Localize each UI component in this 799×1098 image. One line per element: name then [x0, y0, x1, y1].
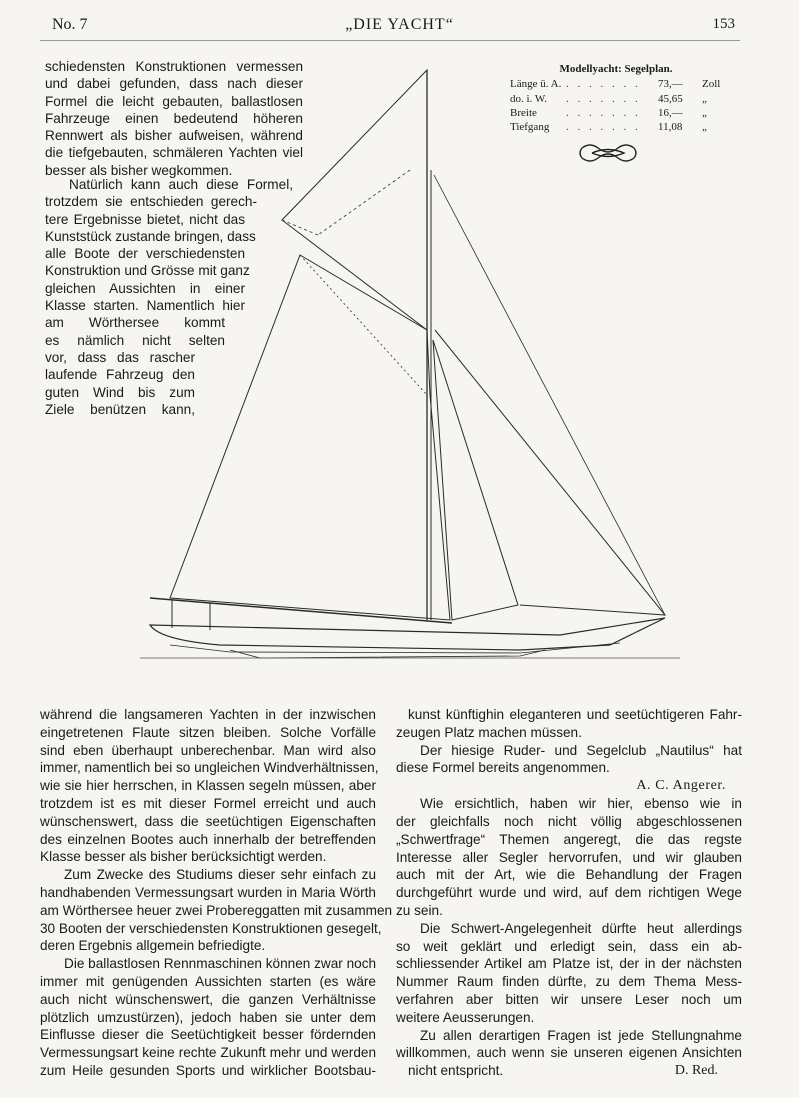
text-line: alle Boote der verschiedensten — [45, 246, 245, 262]
text-line: tere Ergebnisse bietet, nicht das — [45, 211, 245, 227]
text-line: während die langsameren Yachten in der inzwischen — [40, 707, 376, 722]
text-line: die tiefgebauten, schmäleren Yachten viel — [45, 145, 303, 161]
right-paragraph-1 — [396, 706, 742, 742]
editor-signature: D. Red. — [674, 1063, 718, 1079]
text-line: zu sein. — [396, 902, 443, 918]
spec-unit: „ — [702, 92, 707, 105]
spec-value: 73,— — [658, 78, 683, 91]
text-line: wie sie hier herrschen, in Klassen segeln müssen, aber — [40, 778, 376, 794]
spec-unit: Zoll — [702, 78, 721, 91]
text-line: besser als bisher wegkommen. — [45, 162, 233, 178]
left-column — [40, 706, 393, 1080]
text-line: immer mit genügenden Aussichten starten (es wäre — [40, 973, 376, 989]
closing-line — [396, 1062, 742, 1080]
right-paragraph-5 — [396, 1027, 742, 1063]
text-line: Klasse besser als bisher berücksichtigt werden. — [40, 849, 327, 865]
text-line: Die ballastlosen Rennmaschinen können zwar noch — [64, 956, 377, 972]
text-line: der gleichfalls noch nicht völlig abgeschlossenen — [396, 813, 742, 829]
spec-label: Länge ü. A. — [510, 78, 562, 91]
spec-title: Modellyacht: Segelplan. — [559, 63, 673, 75]
text-line: deren Ergebnis allgemein befriedigte. — [40, 938, 266, 954]
text-line: des einzelnen Bootes auch innerhalb der betreffenden — [40, 831, 376, 847]
text-line: durchgeführt wurde und wird, auf dem richtigen Wege — [396, 885, 742, 901]
text-line: wünschenswert, dass die seetüchtigen Eigenschaften — [40, 813, 376, 829]
text-line: Fahrzeuge einen bedeutend höheren — [45, 110, 303, 126]
text-line: Interesse aller Segler hervorrufen, und wir glauben — [396, 849, 742, 865]
header-rule — [40, 40, 740, 41]
text-line: am Wörthersee heuer zwei Probereggatten mit zusammen — [40, 902, 393, 918]
right-paragraph-3 — [396, 795, 742, 920]
text-line: und dabei gefunden, dass nach dieser — [45, 76, 303, 92]
text-line: „Schwertfrage“ Themen angeregt, die das regste — [396, 831, 742, 847]
text-line: kunst künftighin eleganteren und seetüchtigeren Fahr- — [408, 707, 742, 722]
text-line: am Wörthersee kommt — [45, 315, 225, 331]
text-line: sind eben überhaupt unberechenbar. Man wird also — [40, 742, 376, 758]
page-header — [0, 16, 799, 40]
text-line: auch mit der Art, wie die Behandlung der Fragen — [396, 867, 742, 883]
spec-dots: . . . . . . . — [566, 121, 641, 134]
text-line: Ziele benützen kann, — [45, 401, 195, 417]
text-line: schliessender Artikel am Platze ist, der in der nächsten — [396, 956, 742, 972]
text-line: auch nicht wünschenswert, die ganzen Verhältnisse — [40, 991, 376, 1007]
spec-table — [508, 62, 724, 134]
text-line: willkommen, auch wenn sie unseren eigenen Ansichten — [396, 1045, 742, 1061]
author-signature: A. C. Angerer. — [636, 778, 726, 794]
page-number: 153 — [712, 16, 735, 32]
left-paragraph-1 — [40, 706, 379, 866]
text-line: plötzlich umzustürzen), jedoch haben sie unter dem — [40, 1009, 376, 1025]
spec-row — [508, 92, 724, 106]
text-line: zum Heile gesunden Sports und wirklicher Bootsbau- — [40, 1062, 376, 1078]
spec-unit: „ — [702, 121, 707, 134]
text-line: immer, namentlich bei so ungleichen Windverhältnissen, — [40, 760, 379, 776]
closing-text: nicht entspricht. — [408, 1063, 504, 1079]
text-line: handhabenden Vermessungsart wurden in Maria Wörth — [40, 884, 376, 900]
text-line: Natürlich kann auch diese Formel, — [69, 177, 293, 192]
text-line: Die Schwert-Angelegenheit dürfte heut allerdings — [420, 920, 742, 936]
spec-row — [508, 106, 724, 120]
ornament-icon — [578, 140, 638, 166]
text-line: vor, dass das rascher — [45, 349, 195, 365]
text-line: es nämlich nicht selten — [45, 332, 225, 348]
spec-row — [508, 77, 724, 91]
text-line: Nummer Raum finden dürfte, zu dem Thema Mess- — [396, 974, 742, 990]
text-line: Zum Zwecke des Studiums dieser sehr einfach zu — [64, 867, 376, 883]
text-line: laufende Fahrzeug den — [45, 367, 195, 383]
text-line: trotzdem sie entschieden gerech- — [45, 194, 257, 210]
spec-unit: „ — [702, 106, 707, 119]
right-column — [396, 706, 742, 1080]
text-line: diese Formel bereits angenommen. — [396, 760, 610, 776]
text-line: verfahren aber bitten wir unsere Leser noch um — [396, 991, 742, 1007]
spec-rows — [508, 77, 724, 134]
text-line: Wie ersichtlich, haben wir hier, ebenso wie in — [420, 796, 742, 812]
right-paragraph-4 — [396, 920, 742, 1027]
spec-value: 11,08 — [658, 121, 683, 134]
text-line: Einflusse dieser die Seetüchtigkeit besser fördernden — [40, 1027, 376, 1043]
text-line: zeugen Platz machen müssen. — [396, 724, 582, 740]
text-line: Zu allen derartigen Fragen ist jede Stellungnahme — [420, 1027, 742, 1043]
text-line: eingetretenen Flaute sitzen bleiben. Solche Vorfälle — [40, 724, 376, 740]
left-paragraph-2 — [40, 866, 393, 955]
issue-number: No. 7 — [52, 16, 88, 33]
left-paragraph-3 — [40, 955, 376, 1080]
paragraph-2 — [45, 176, 293, 418]
spec-value: 16,— — [658, 106, 683, 119]
journal-title: „DIE YACHT“ — [345, 16, 454, 33]
text-line: Konstruktion und Grösse mit ganz — [45, 263, 250, 279]
text-line: schiedensten Konstruktionen vermessen — [45, 59, 303, 74]
text-line: Vermessungsart keine rechte Zukunft mehr und werden — [40, 1045, 376, 1061]
text-line: Rennwert als bisher aufweisen, während — [45, 128, 303, 144]
text-line: weitere Aeusserungen. — [396, 1009, 535, 1025]
spec-dots: . . . . . . . — [566, 92, 641, 105]
spec-row — [508, 120, 724, 134]
text-line: guten Wind bis zum — [45, 384, 195, 400]
text-line: Kunststück zustande bringen, dass — [45, 228, 256, 244]
text-line: Formel die leicht gebauten, ballastlosen — [45, 93, 303, 109]
spec-label: do. i. W. — [510, 92, 547, 105]
paragraph-1 — [45, 58, 303, 179]
spec-dots: . . . . . . . — [566, 78, 641, 91]
right-paragraph-2 — [396, 742, 742, 778]
text-line: so weit geklärt und erledigt sein, dass ein ab- — [396, 938, 742, 954]
spec-value: 45,65 — [658, 92, 683, 105]
text-line: 30 Booten der verschiedensten Konstruktionen gesegelt, — [40, 920, 382, 936]
text-line: Der hiesige Ruder- und Segelclub „Nautilus“ hat — [420, 742, 742, 758]
spec-label: Breite — [510, 106, 537, 119]
text-line: gleichen Aussichten in einer — [45, 280, 245, 296]
spec-dots: . . . . . . . — [566, 106, 641, 119]
text-line: trotzdem ist es mit dieser Formel erreicht und auch — [40, 795, 376, 811]
spec-label: Tiefgang — [510, 121, 550, 134]
text-line: Klasse starten. Namentlich hier — [45, 298, 245, 314]
